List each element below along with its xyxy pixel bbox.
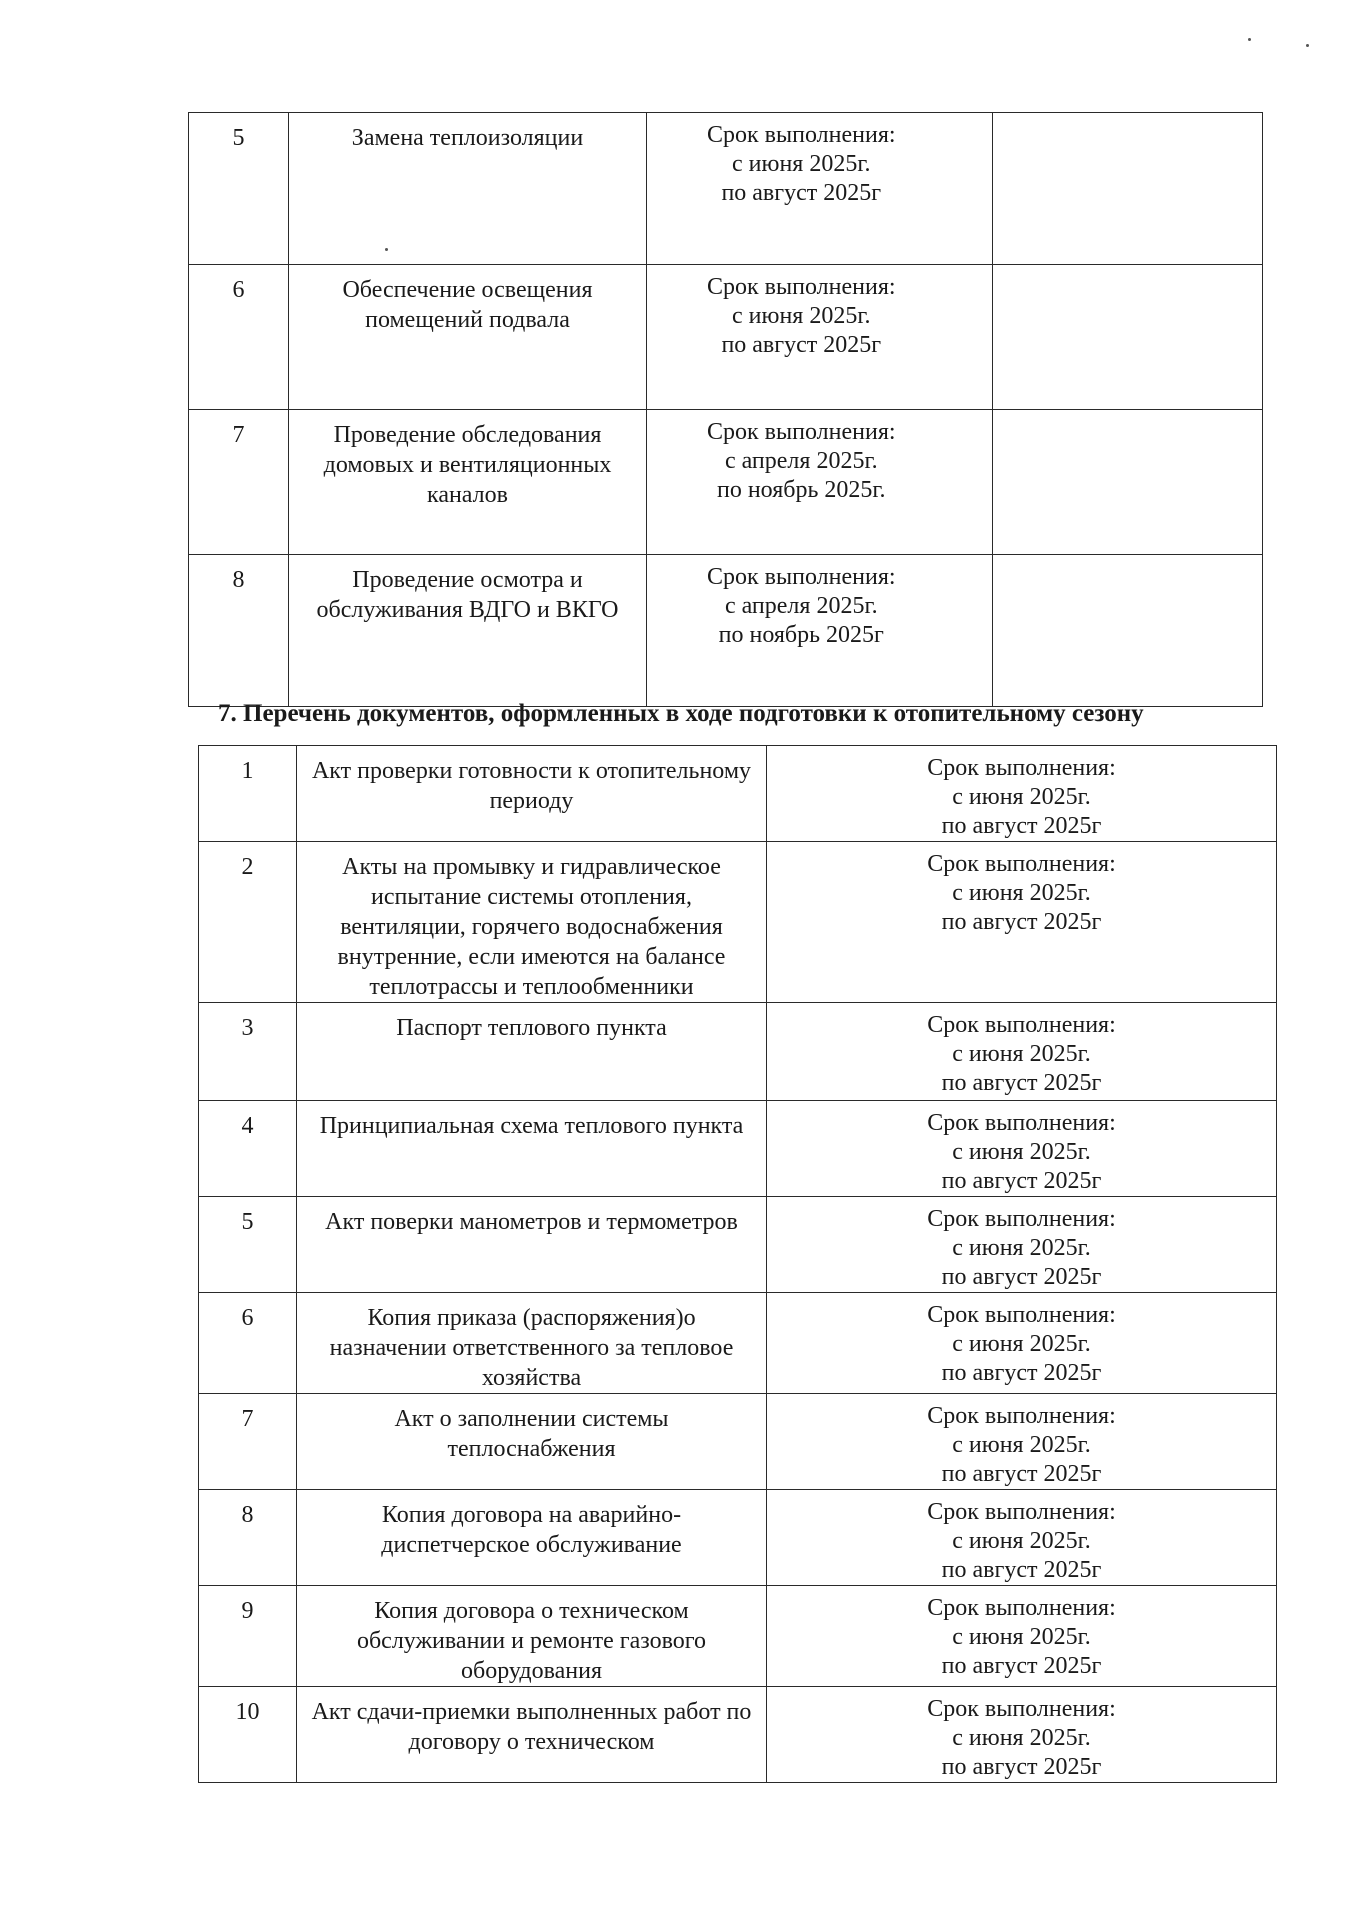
deadline-start: с июня 2025г. bbox=[952, 1528, 1091, 1554]
works-row bbox=[189, 410, 1263, 555]
empty-cell bbox=[993, 265, 1263, 410]
work-name: Проведение осмотра и обслуживания ВДГО и ВКГО bbox=[289, 555, 647, 707]
row-number: 5 bbox=[189, 113, 289, 265]
deadline-end: по август 2025г bbox=[941, 909, 1102, 935]
deadline-cell bbox=[767, 1003, 1277, 1101]
deadline-label: Срок выполнения: bbox=[707, 564, 896, 590]
deadline-end: по ноябрь 2025г bbox=[718, 622, 884, 648]
document-row bbox=[199, 1101, 1277, 1197]
document-row bbox=[199, 1003, 1277, 1101]
row-number: 6 bbox=[199, 1293, 297, 1394]
deadline-end: по август 2025г bbox=[941, 1461, 1102, 1487]
deadline-cell bbox=[767, 1197, 1277, 1293]
deadline-start: с июня 2025г. bbox=[732, 303, 871, 329]
deadline-cell bbox=[767, 1394, 1277, 1490]
work-name: Замена теплоизоляции bbox=[289, 113, 647, 265]
deadline-label: Срок выполнения: bbox=[927, 1302, 1116, 1328]
deadline-end: по август 2025г bbox=[941, 1653, 1102, 1679]
row-number: 4 bbox=[199, 1101, 297, 1197]
deadline-label: Срок выполнения: bbox=[927, 1499, 1116, 1525]
row-number: 7 bbox=[199, 1394, 297, 1490]
deadline-cell bbox=[767, 1293, 1277, 1394]
deadline-end: по август 2025г bbox=[721, 332, 882, 358]
document-row bbox=[199, 842, 1277, 1003]
deadline-cell bbox=[647, 113, 993, 265]
deadline-cell bbox=[767, 1687, 1277, 1783]
deadline-start: с июня 2025г. bbox=[952, 880, 1091, 906]
deadline-start: с апреля 2025г. bbox=[724, 593, 878, 619]
row-number: 6 bbox=[189, 265, 289, 410]
section-heading: 7. Перечень документов, оформленных в ходе подготовки к отопительному сезону bbox=[218, 700, 1144, 727]
documents-table bbox=[198, 745, 1277, 1783]
works-row bbox=[189, 113, 1263, 265]
document-row bbox=[199, 746, 1277, 842]
deadline-label: Срок выполнения: bbox=[707, 419, 896, 445]
works-row bbox=[189, 555, 1263, 707]
deadline-cell bbox=[647, 555, 993, 707]
row-number: 1 bbox=[199, 746, 297, 842]
deadline-cell bbox=[767, 746, 1277, 842]
document-name: Акты на промывку и гидравлическое испытание системы отопления, вентиляции, горячего водоснабжения внутренние, если имеются на балансе теплотрассы и теплообменники bbox=[297, 842, 767, 1003]
deadline-label: Срок выполнения: bbox=[927, 1012, 1116, 1038]
document-row bbox=[199, 1197, 1277, 1293]
deadline-label: Срок выполнения: bbox=[927, 1206, 1116, 1232]
document-name: Принципиальная схема теплового пункта bbox=[297, 1101, 767, 1197]
deadline-label: Срок выполнения: bbox=[927, 1595, 1116, 1621]
work-name: Проведение обследования домовых и вентиляционных каналов bbox=[289, 410, 647, 555]
deadline-start: с июня 2025г. bbox=[952, 784, 1091, 810]
deadline-cell bbox=[767, 842, 1277, 1003]
row-number: 3 bbox=[199, 1003, 297, 1101]
document-name: Акт сдачи-приемки выполненных работ по договору о техническом bbox=[297, 1687, 767, 1783]
deadline-end: по август 2025г bbox=[721, 180, 882, 206]
document-row bbox=[199, 1490, 1277, 1586]
scan-speck bbox=[385, 248, 388, 251]
deadline-end: по август 2025г bbox=[941, 1070, 1102, 1096]
work-name: Обеспечение освещения помещений подвала bbox=[289, 265, 647, 410]
document-name: Копия договора на аварийно-диспетчерское обслуживание bbox=[297, 1490, 767, 1586]
deadline-label: Срок выполнения: bbox=[927, 755, 1116, 781]
row-number: 8 bbox=[199, 1490, 297, 1586]
row-number: 9 bbox=[199, 1586, 297, 1687]
deadline-label: Срок выполнения: bbox=[927, 1110, 1116, 1136]
deadline-cell bbox=[767, 1101, 1277, 1197]
document-name: Акт о заполнении системы теплоснабжения bbox=[297, 1394, 767, 1490]
deadline-end: по август 2025г bbox=[941, 1557, 1102, 1583]
deadline-end: по август 2025г bbox=[941, 813, 1102, 839]
deadline-cell bbox=[647, 410, 993, 555]
document-row bbox=[199, 1687, 1277, 1783]
works-row bbox=[189, 265, 1263, 410]
scan-speck bbox=[1306, 44, 1309, 47]
empty-cell bbox=[993, 113, 1263, 265]
deadline-start: с июня 2025г. bbox=[952, 1041, 1091, 1067]
deadline-start: с июня 2025г. bbox=[732, 151, 871, 177]
deadline-label: Срок выполнения: bbox=[927, 1403, 1116, 1429]
document-name: Акт поверки манометров и термометров bbox=[297, 1197, 767, 1293]
deadline-start: с июня 2025г. bbox=[952, 1235, 1091, 1261]
deadline-start: с апреля 2025г. bbox=[724, 448, 878, 474]
deadline-start: с июня 2025г. bbox=[952, 1139, 1091, 1165]
deadline-end: по август 2025г bbox=[941, 1360, 1102, 1386]
deadline-end: по август 2025г bbox=[941, 1168, 1102, 1194]
deadline-label: Срок выполнения: bbox=[927, 1696, 1116, 1722]
works-table bbox=[188, 112, 1263, 707]
document-name: Акт проверки готовности к отопительному периоду bbox=[297, 746, 767, 842]
deadline-start: с июня 2025г. bbox=[952, 1432, 1091, 1458]
document-row bbox=[199, 1394, 1277, 1490]
deadline-end: по ноябрь 2025г. bbox=[716, 477, 886, 503]
row-number: 8 bbox=[189, 555, 289, 707]
empty-cell bbox=[993, 410, 1263, 555]
deadline-label: Срок выполнения: bbox=[927, 851, 1116, 877]
row-number: 5 bbox=[199, 1197, 297, 1293]
deadline-start: с июня 2025г. bbox=[952, 1725, 1091, 1751]
deadline-label: Срок выполнения: bbox=[707, 274, 896, 300]
row-number: 7 bbox=[189, 410, 289, 555]
deadline-end: по август 2025г bbox=[941, 1754, 1102, 1780]
row-number: 10 bbox=[199, 1687, 297, 1783]
deadline-start: с июня 2025г. bbox=[952, 1624, 1091, 1650]
deadline-end: по август 2025г bbox=[941, 1264, 1102, 1290]
deadline-start: с июня 2025г. bbox=[952, 1331, 1091, 1357]
deadline-cell bbox=[647, 265, 993, 410]
document-row bbox=[199, 1293, 1277, 1394]
deadline-cell bbox=[767, 1586, 1277, 1687]
scan-speck bbox=[1248, 38, 1251, 41]
deadline-cell bbox=[767, 1490, 1277, 1586]
document-name: Копия приказа (распоряжения)о назначении ответственного за тепловое хозяйства bbox=[297, 1293, 767, 1394]
row-number: 2 bbox=[199, 842, 297, 1003]
document-name: Паспорт теплового пункта bbox=[297, 1003, 767, 1101]
empty-cell bbox=[993, 555, 1263, 707]
deadline-label: Срок выполнения: bbox=[707, 122, 896, 148]
document-row bbox=[199, 1586, 1277, 1687]
document-name: Копия договора о техническом обслуживании и ремонте газового оборудования bbox=[297, 1586, 767, 1687]
